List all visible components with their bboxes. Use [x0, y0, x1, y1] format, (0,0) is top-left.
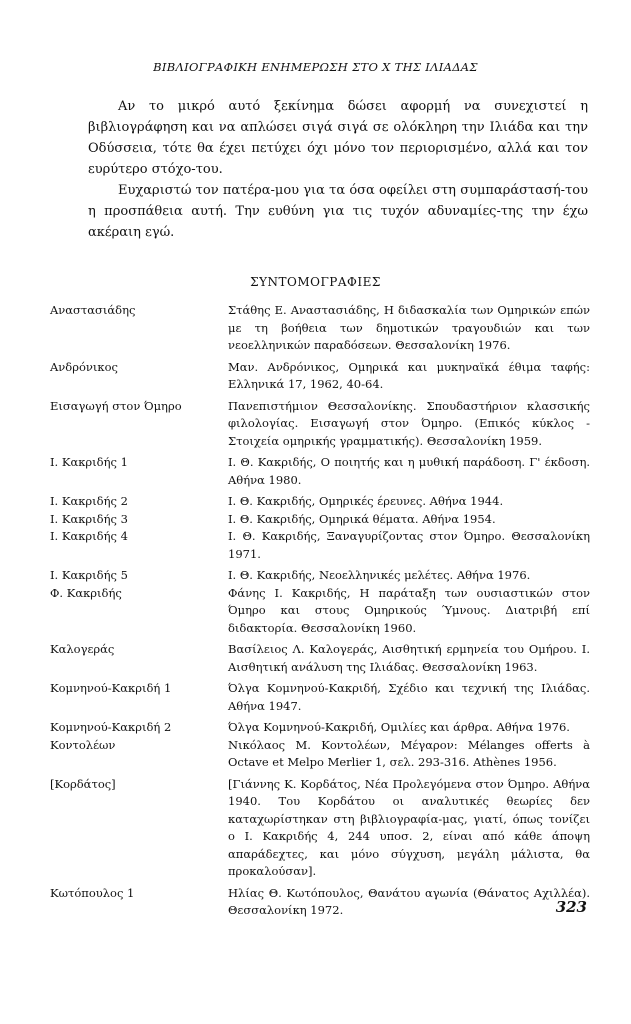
abbreviation-key: Κωτόπουλος 1 — [50, 885, 135, 900]
abbreviation-reference: Ι. Θ. Κακριδής, Νεοελληνικές μελέτες. Αθήνα 1976. — [228, 568, 531, 582]
abbreviation-key: Αναστασιάδης — [50, 303, 136, 317]
abbreviation-entry — [50, 885, 590, 920]
abbreviation-key: Εισαγωγή στον Όμηρο — [50, 398, 182, 413]
abbreviation-key: Καλογεράς — [50, 642, 115, 656]
abbreviation-reference: Ι. Θ. Κακριδής, Ομηρικές έρευνες. Αθήνα 1944. — [228, 494, 504, 508]
abbreviation-key: Ι. Κακριδής 2 — [50, 494, 128, 508]
section-title: ΣΥΝΤΟΜΟΓΡΑΦΙΕΣ — [250, 275, 381, 289]
page-number: 323 — [555, 898, 587, 916]
abbreviation-key: Φ. Κακριδής — [50, 585, 122, 600]
abbreviation-entry — [50, 719, 590, 737]
abbreviations-list — [50, 302, 590, 924]
abbreviation-reference: Ι. Θ. Κακριδής, Ξαναγυρίζοντας στον Όμηρο. Θεσσαλονίκη 1971. — [228, 529, 590, 561]
abbreviation-key: Κομνηνού-Κακριδή 1 — [50, 681, 172, 695]
abbreviation-entry — [50, 641, 590, 676]
abbreviation-entry — [50, 511, 590, 529]
abbreviation-key: [Κορδάτος] — [50, 776, 116, 791]
abbreviation-reference: Βασίλειος Λ. Καλογεράς, Αισθητική ερμηνεία του Ομήρου. Ι. Αισθητική ανάλυση της Ιλιάδας. Θεσσαλονίκη 1963. — [228, 642, 590, 674]
abbreviation-entry — [50, 737, 590, 772]
abbreviation-entry — [50, 776, 590, 881]
running-header: ΒΙΒΛΙΟΓΡΑΦΙΚΗ ΕΝΗΜΕΡΩΣΗ ΣΤΟ Χ ΤΗΣ ΙΛΙΑΔΑΣ — [153, 60, 478, 74]
abbreviation-entry — [50, 528, 590, 563]
abbreviation-key: Ι. Κακριδής 1 — [50, 455, 128, 469]
abbreviation-reference: Ι. Θ. Κακριδής, Ομηρικά θέματα. Αθήνα 1954. — [228, 511, 496, 526]
abbreviation-entry — [50, 585, 590, 638]
abbreviation-reference: Στάθης Ε. Αναστασιάδης, Η διδασκαλία των Ομηρικών επών με τη βοήθεια των δημοτικών τραγουδιών και των νεοελληνικών παραδόσεων. Θεσσαλονίκη 1976. — [228, 303, 590, 352]
abbreviation-entry — [50, 302, 590, 355]
abbreviation-reference: Μαν. Ανδρόνικος, Ομηρικά και μυκηναϊκά έθιμα ταφής: Ελληνικά 17, 1962, 40-64. — [228, 359, 590, 391]
abbreviation-reference: Νικόλαος Μ. Κοντολέων, Μέγαρον: Mélanges offerts à Octave et Melpo Merlier 1, σελ. 293-316. Athènes 1956. — [228, 737, 590, 769]
abbreviation-key: Ανδρόνικος — [50, 359, 118, 374]
abbreviation-entry — [50, 567, 590, 585]
abbreviation-entry — [50, 454, 590, 489]
intro-paragraph: Αν το μικρό αυτό ξεκίνημα δώσει αφορμή να συνεχιστεί η βιβλιογράφηση και να απλώσει σιγά σιγά σε ολόκληρη την Ιλιάδα και την Οδύσσεια, τότε θα έχει πετύχει όχι μόνο τον περιορισμένο, αλλά και τον ευρύτερο στόχο-του. — [88, 99, 588, 177]
abbreviation-reference: Ηλίας Θ. Κωτόπουλος, Θανάτου αγωνία (Θάνατος Αχιλλέα). Θεσσαλονίκη 1972. — [228, 885, 590, 917]
abbreviation-reference: Ι. Θ. Κακριδής, Ο ποιητής και η μυθική παράδοση. Γ' έκδοση. Αθήνα 1980. — [228, 455, 590, 487]
intro-text — [88, 96, 588, 243]
abbreviation-entry — [50, 680, 590, 715]
abbreviation-key: Κοντολέων — [50, 737, 116, 752]
abbreviation-key: Ι. Κακριδής 4 — [50, 529, 128, 543]
abbreviation-reference: Πανεπιστήμιον Θεσσαλονίκης. Σπουδαστήριον κλασσικής φιλολογίας. Εισαγωγή στον Όμηρο. (Επικός κύκλος - Στοιχεία ομηρικής γραμματικής). Θεσσαλονίκη 1959. — [228, 398, 590, 448]
abbreviation-entry — [50, 493, 590, 511]
abbreviation-reference: [Γιάννης Κ. Κορδάτος, Νέα Προλεγόμενα στον Όμηρο. Αθήνα 1940. Του Κορδάτου οι αναλυτικές θεωρίες δεν καταχωρίστηκαν στη βιβλιογραφία-μας, γιατί, όπως τονίζει ο Ι. Κακριδής 4, 244 υποσ. 2, είναι από κάθε άποψη απαράδεχτες, και μόνο σύγχυση, μεγάλη μάλιστα, θα προκαλούσαν]. — [228, 776, 590, 878]
abbreviation-key: Ι. Κακριδής 3 — [50, 511, 128, 526]
abbreviation-key: Ι. Κακριδής 5 — [50, 568, 128, 582]
intro-paragraph: Ευχαριστώ τον πατέρα-μου για τα όσα οφείλει στη συμπαράστασή-του η προσπάθεια αυτή. Την ευθύνη για τις τυχόν αδυναμίες-της την έχω ακέραιη εγώ. — [88, 183, 588, 240]
abbreviation-entry — [50, 359, 590, 394]
abbreviation-reference: Φάνης Ι. Κακριδής, Η παράταξη των ουσιαστικών στον Όμηρο και στους Ομηρικούς Ύμνους. Διατριβή επί διδακτορία. Θεσσαλονίκη 1960. — [228, 585, 590, 635]
abbreviation-entry — [50, 398, 590, 451]
abbreviation-reference: Όλγα Κομνηνού-Κακριδή, Ομιλίες και άρθρα. Αθήνα 1976. — [228, 720, 570, 734]
abbreviation-key: Κομνηνού-Κακριδή 2 — [50, 720, 172, 734]
abbreviation-reference: Όλγα Κομνηνού-Κακριδή, Σχέδιο και τεχνική της Ιλιάδας. Αθήνα 1947. — [228, 681, 590, 713]
